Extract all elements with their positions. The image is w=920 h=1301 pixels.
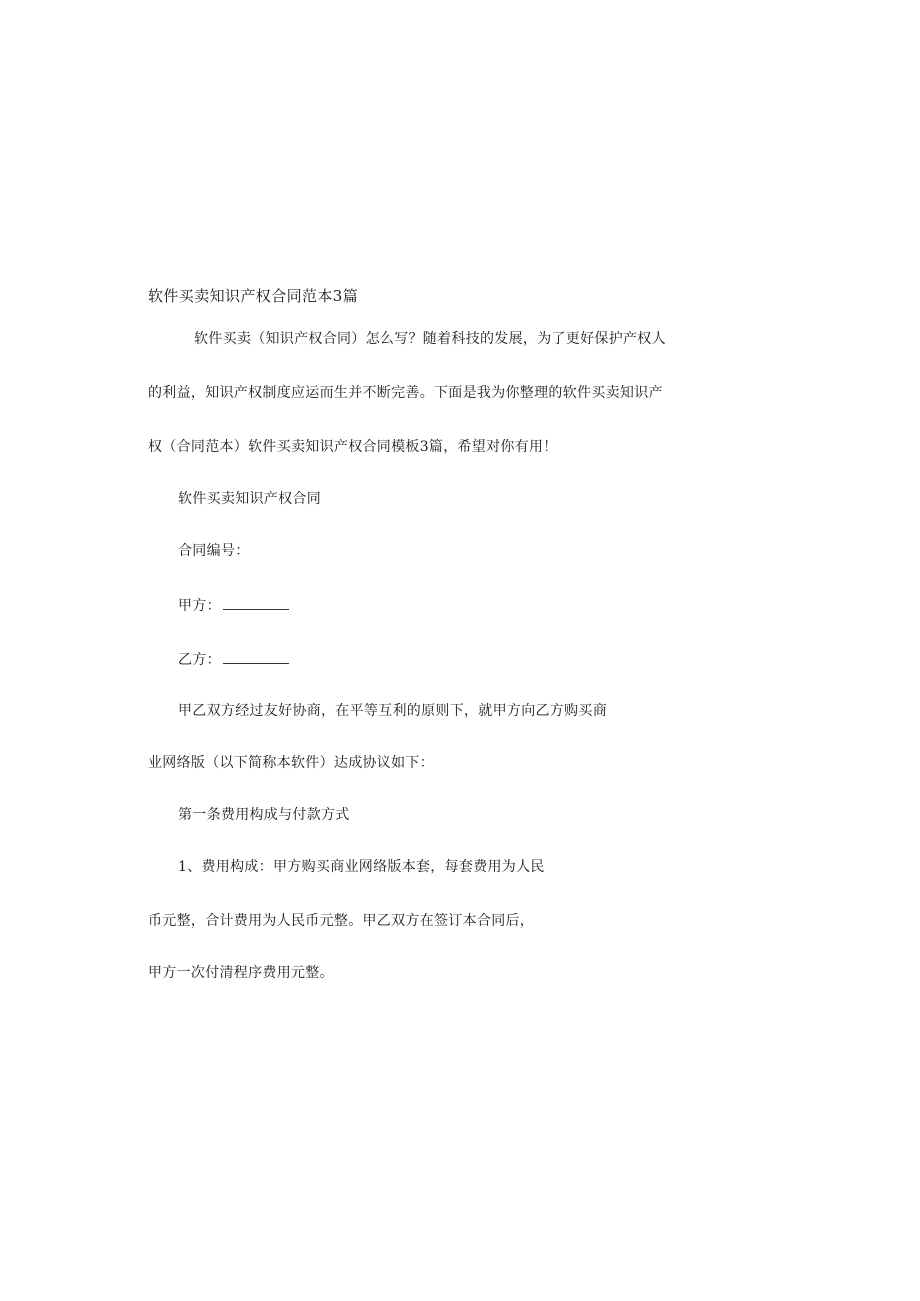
party-b-blank	[223, 649, 289, 664]
agreement-line-2: 业网络版（以下简称本软件）达成协议如下：	[148, 755, 434, 771]
article1-heading: 第一条费用构成与付款方式	[178, 807, 350, 823]
agreement-line-1: 甲乙双方经过友好协商，在平等互利的原则下，就甲方向乙方购买商	[178, 703, 607, 719]
article1-item-line-2: 币元整，合计费用为人民币元整。甲乙双方在签订本合同后，	[148, 913, 535, 929]
intro-line-3: 权（合同范本）软件买卖知识产权合同模板3篇，希望对你有用！	[148, 439, 558, 455]
intro-line-1: 软件买卖（知识产权合同）怎么写？随着科技的发展，为了更好保护产权人	[194, 331, 666, 347]
party-a-row	[178, 595, 289, 616]
article1-item-line-3: 甲方一次付清程序费用元整。	[148, 965, 334, 981]
party-b-row	[178, 649, 289, 670]
article1-item-line-1: 1、费用构成：甲方购买商业网络版本套，每套费用为人民	[178, 859, 545, 875]
contract-number-label: 合同编号：	[178, 543, 250, 559]
party-b-label: 乙方：	[178, 652, 221, 668]
contract-heading: 软件买卖知识产权合同	[178, 491, 321, 507]
party-a-blank	[223, 595, 289, 610]
intro-line-2: 的利益，知识产权制度应运而生并不断完善。下面是我为你整理的软件买卖知识产	[148, 385, 663, 401]
party-a-label: 甲方：	[178, 598, 221, 614]
document-title: 软件买卖知识产权合同范本3篇	[148, 287, 359, 305]
